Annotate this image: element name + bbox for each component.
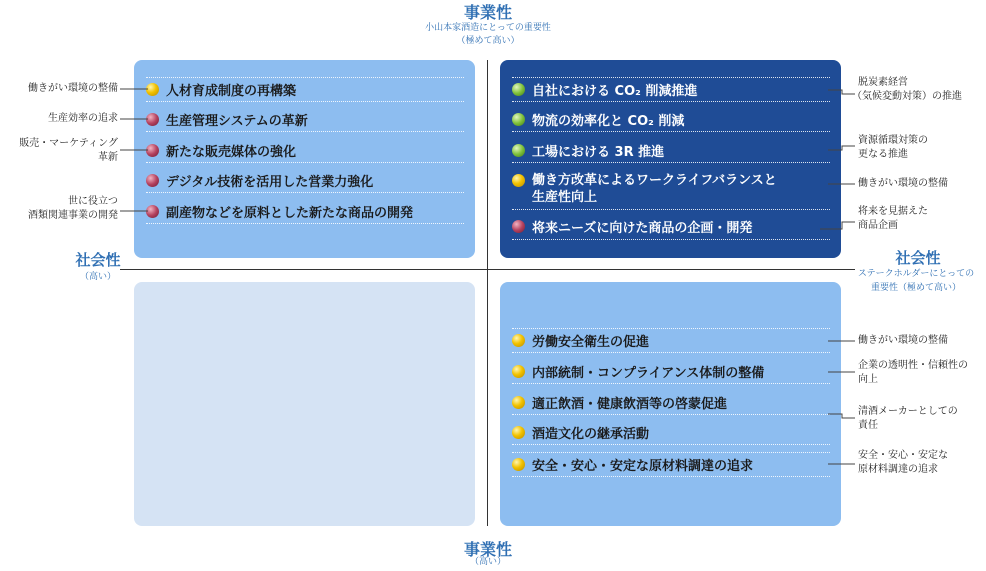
side-label: 商品企画 [858,220,898,231]
side-label: 革新 [98,152,118,163]
bottom-axis-subtitle: （高い） [469,557,506,567]
item-label: 自社における CO₂ 削減推進 [532,84,698,99]
side-label: 脱炭素経営 [858,77,908,88]
side-label: 働きがい環境の整備 [858,178,948,189]
top-axis-subtitle-2: （極めて高い） [456,36,520,46]
side-label: 将来を見据えた [858,206,928,217]
left-axis-title: 社会性 [75,251,121,269]
side-label: 清酒メーカーとしての [858,406,958,417]
item-label: 物流の効率化と CO₂ 削減 [532,113,685,129]
side-label: 販売・マーケティング [19,138,118,149]
side-label: 働きがい環境の整備 [858,335,948,346]
item-label: 生産管理システムの革新 [166,113,308,129]
item-label-line2: 生産性向上 [532,190,598,205]
right-axis-title: 社会性 [895,249,941,267]
item-label: 適正飲酒・健康飲酒等の啓蒙促進 [532,396,728,412]
side-label: 原材料調達の追求 [858,464,938,475]
item-label: 労働安全衛生の促進 [532,335,650,350]
side-label: 安全・安心・安定な [858,450,948,461]
side-label: 責任 [858,420,878,431]
side-label: （気候変動対策）の推進 [852,91,962,102]
item-label: 工場における 3R 推進 [532,144,665,160]
right-axis-subtitle: ステークホルダーにとっての [857,269,975,279]
item-label: 内部統制・コンプライアンス体制の整備 [532,365,765,381]
right-axis-subtitle-2: 重要性（極めて高い） [870,283,961,293]
item-label: 安全・安心・安定な原材料調達の追求 [532,459,754,474]
side-label: 向上 [858,374,878,385]
side-label: 生産効率の追求 [48,113,118,124]
top-axis-title: 事業性 [463,3,512,22]
side-label: 資源循環対策の [858,135,928,146]
side-label: 企業の透明性・信頼性の [858,360,968,371]
item-label: 新たな販売媒体の強化 [166,144,297,160]
item-label: 人材育成制度の再構築 [166,84,297,99]
item-label-line1: 働き方改革によるワークライフバランスと [532,173,777,188]
side-label: 働きがい環境の整備 [28,83,118,94]
item-label: 酒造文化の継承活動 [532,426,650,442]
side-label: 世に役立つ [68,196,118,207]
side-label: 酒類関連事業の開発 [28,210,118,221]
item-label: 副産物などを原料とした新たな商品の開発 [166,205,414,221]
bottom-axis-title: 事業性 [463,540,512,559]
left-axis-subtitle: （高い） [79,272,116,282]
top-axis-subtitle: 小山本家酒造にとっての重要性 [425,23,551,33]
side-label: 更なる推進 [858,149,908,160]
item-label: 将来ニーズに向けた商品の企画・開発 [532,221,753,236]
item-label: デジタル技術を活用した営業力強化 [166,174,374,190]
